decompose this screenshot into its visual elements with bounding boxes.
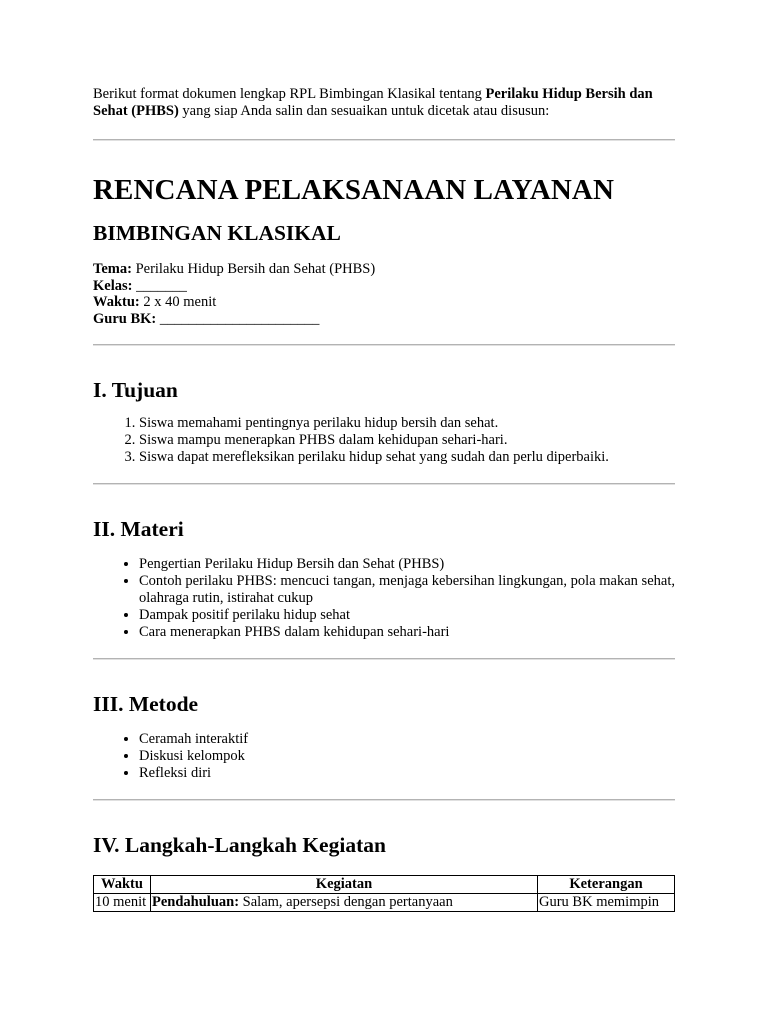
meta-guru-bk	[93, 311, 675, 328]
materi-list	[93, 556, 675, 641]
meta-kelas	[93, 278, 675, 295]
section-heading-langkah: IV. Langkah-Langkah Kegiatan	[93, 833, 386, 857]
cell-kegiatan-text: Salam, apersepsi dengan pertanyaan	[239, 894, 453, 910]
section-heading-metode: III. Metode	[93, 692, 199, 716]
metode-list	[93, 731, 675, 782]
column-header-kegiatan: Kegiatan	[151, 876, 538, 894]
table-row	[94, 894, 675, 912]
document-meta	[93, 261, 675, 327]
meta-guru-bk-label: Guru BK:	[93, 310, 157, 327]
cell-waktu: 10 menit	[94, 894, 151, 912]
column-header-keterangan: Keterangan	[538, 876, 675, 894]
meta-tema-label: Tema:	[93, 261, 132, 277]
divider	[93, 483, 675, 485]
list-item: • Pengertian Perilaku Hidup Bersih dan Sehat (PHBS)	[139, 556, 675, 573]
cell-kegiatan	[151, 894, 538, 912]
list-item: • Dampak positif perilaku hidup sehat	[139, 607, 675, 624]
list-item: 3. Siswa dapat merefleksikan perilaku hidup sehat yang sudah dan perlu diperbaiki.	[139, 449, 675, 466]
meta-guru-bk-value: ______________________	[156, 310, 320, 327]
section-heading-tujuan: I. Tujuan	[93, 378, 178, 402]
list-item: • Contoh perilaku PHBS: mencuci tangan, menjaga kebersihan lingkungan, pola makan sehat, olahraga rutin, istirahat cukup	[139, 573, 675, 607]
list-item: • Ceramah interaktif	[139, 731, 675, 748]
divider	[93, 344, 675, 346]
cell-kegiatan-bold: Pendahuluan:	[152, 894, 240, 910]
meta-tema	[93, 261, 675, 278]
divider	[93, 139, 675, 141]
divider	[93, 658, 675, 660]
kegiatan-table	[93, 875, 675, 912]
list-item: 1. Siswa memahami pentingnya perilaku hidup bersih dan sehat.	[139, 415, 675, 432]
meta-kelas-value: _______	[132, 277, 187, 294]
tujuan-list	[93, 415, 675, 466]
intro-text-before: Berikut format dokumen lengkap RPL Bimbingan Klasikal tentang	[93, 86, 486, 102]
list-item: 2. Siswa mampu menerapkan PHBS dalam kehidupan sehari-hari.	[139, 432, 675, 449]
document-subtitle: BIMBINGAN KLASIKAL	[93, 221, 341, 245]
meta-waktu-value: 2 x 40 menit	[139, 294, 217, 310]
meta-waktu	[93, 294, 675, 311]
list-item: • Diskusi kelompok	[139, 748, 675, 765]
intro-text-after: yang siap Anda salin dan sesuaikan untuk dicetak atau disusun:	[178, 103, 550, 119]
list-item: • Refleksi diri	[139, 765, 675, 782]
column-header-waktu: Waktu	[94, 876, 151, 894]
list-item: • Cara menerapkan PHBS dalam kehidupan sehari-hari	[139, 624, 675, 641]
divider	[93, 799, 675, 801]
meta-waktu-label: Waktu:	[93, 294, 140, 310]
intro-bold-topic: Perilaku Hidup Bersih dan Sehat (PHBS)	[93, 86, 653, 119]
meta-tema-value: Perilaku Hidup Bersih dan Sehat (PHBS)	[131, 261, 376, 277]
intro-paragraph	[93, 86, 675, 120]
section-heading-materi: II. Materi	[93, 517, 184, 541]
meta-kelas-label: Kelas:	[93, 277, 133, 294]
document-page	[93, 86, 675, 912]
document-title: RENCANA PELAKSANAAN LAYANAN	[93, 174, 615, 206]
table-header-row	[94, 876, 675, 894]
cell-keterangan: Guru BK memimpin	[538, 894, 675, 912]
